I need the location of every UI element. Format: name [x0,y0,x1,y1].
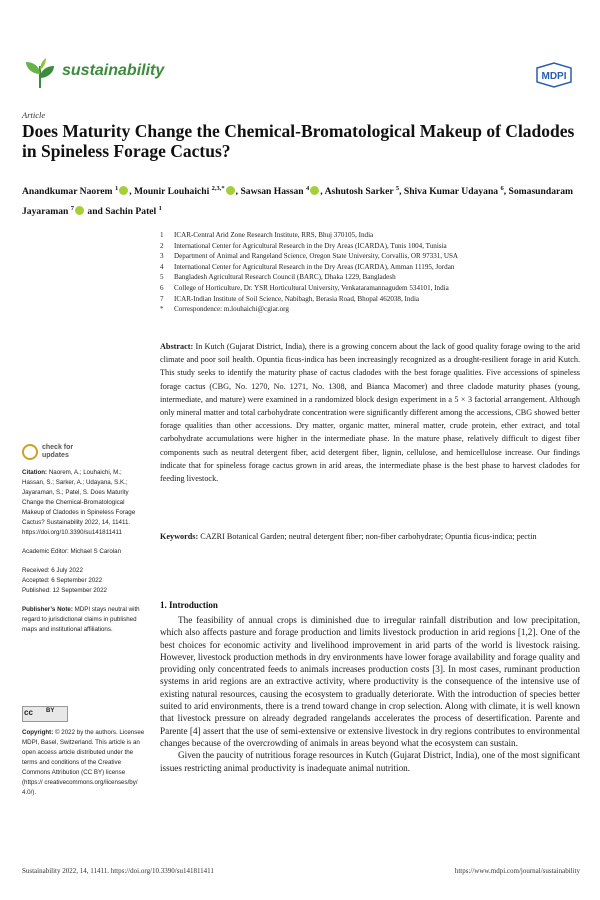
affiliation-text: Correspondence: m.louhaichi@cgiar.org [174,305,289,314]
article-metadata [22,468,146,644]
publisher-note [22,605,146,635]
author-affiliation-sup: 7 [70,205,75,213]
affiliation-number: 5 [160,273,164,282]
orcid-icon[interactable] [226,186,235,195]
author-affiliation-sup: 6 [500,185,504,192]
affiliation-text: International Center for Agricultural Research in the Dry Areas (ICARDA), Amman 11195, Jordan [174,262,455,271]
affiliation-item [160,294,580,305]
affiliation-item [160,251,580,262]
affiliation-number: * [160,305,164,314]
affiliation-number: 3 [160,252,164,261]
abstract-text: In Kutch (Gujarat District, India), there is a growing concern about the lack of good quality forage owing to the arid climate and poor soil health. Opuntia ficus-indica has been increasingly recognized as a drought-resilient forage in arid Kutch. This study seeks to identify the maturity phase of cactus cladodes with the best forage qualities. Five accessions of spineless forage cactus (CBG, No. 1270, No. 1271, No. 1308, and Bianca Macomer) and three cladode maturity phases (young, intermediate, and mature) were examined in a randomized block design experiment in a 5 × 3 factorial arrangement. Although only mineral matter and total carbohydrate concentration were significantly different among the accessions, CBG showed better forage qualities than other accessions. Dry matter, organic matter, mineral matter, crude protein, ether extract, and total carbohydrate accumulations were higher in the intermediate phase. In the mature phase, relatively difficult to digest fiber components such as neutral detergent fiber, acid detergent fiber, lignin, cellulose, and hemicellulose increase. Our findings indicate that for spineless forage cactus grown in arid areas, the intermediate phase is the best phase to harvest cladodes for feeding livestock. [160,342,580,484]
mdpi-logo-icon [535,62,573,88]
affiliation-item [160,241,580,252]
citation-text: Naorem, A.; Louhaichi, M.; Hassan, S.; Sarker, A.; Udayana, S.K.; Jayaraman, S.; Patel, S. Does Maturity Change the Chemical-Bromatological Makeup of Cladodes in Spineless Forage Cactus? Sustainability 2022, 14, 11411. https://doi.org/10.3390/su141811411 [22,469,136,536]
affiliation-text: ICAR-Indian Institute of Soil Science, Nabibagh, Berasia Road, Bhopal 462038, India [174,294,420,303]
cc-icon: cc [24,708,33,717]
affiliation-text: ICAR-Central Arid Zone Research Institute, RRS, Bhuj 370105, India [174,231,374,239]
intro-paragraph-1: The feasibility of annual crops is diminished due to irregular rainfall distribution and low precipitation, which also affects pasture and forage production and limits livestock production in arid regions [1,2]. One of the best choices for economic activity and livelihood improvement in arid parts of the world is livestock raising. However, livestock production methods in dry environments have lower forage availability and forage quality and providing only concentrated feeds to animals increases production costs [3]. In most cases, ruminant production systems in arid regions are an extractive activity, where productivity is the consequence of the intensive use of existing natural resources, causing the ecosystem to gradually deteriorate. With the introduction of species better suited to arid environments, there is a trend toward change in crop selection. Along with climate, it is well known that livestock pressure on already degraded rangelands accelerates the process of desertification. Parente and Parente [4] assert that the use of semi-extensive or extensive livestock in dry regions contributes to environmental changes because of the overcrowding of animals in areas beyond what the ecosystem can sustain. [160,615,580,748]
abstract [160,340,580,485]
affiliation-number: 1 [160,231,164,239]
author-affiliation-sup: 2,3,* [211,185,225,192]
footer-journal-url[interactable]: https://www.mdpi.com/journal/sustainability [454,867,580,875]
affiliation-text: College of Horticulture, Dr. YSR Horticultural University, Venkataramannagudem 534101, India [174,283,449,292]
orcid-icon[interactable] [75,206,84,215]
copyright-label: Copyright: [22,729,54,736]
check-for-updates-line1: check for [42,444,74,451]
author-name: Somasundaram Jayaraman $^7$ [22,186,574,218]
author-name: Ashutosh Sarker $^5$ [324,185,400,198]
author-list: Anandkumar Naorem $^1$ , Mounir Louhaichi $^{2,3,*}$ , Sawsan Hassan $^4$ , Ashutosh Sarker $^5$, Shiva Kumar Udayana $^6$, Somasundaram Jayaraman $^7$ and Sachin Patel $^1$ [22,185,574,218]
affiliation-text: International Center for Agricultural Research in the Dry Areas (ICARDA), Tunis 1004, Tunisia [174,241,447,250]
orcid-icon[interactable] [310,186,319,195]
check-for-updates-label[interactable] [42,444,73,459]
accepted-date: Accepted: 6 September 2022 [22,577,103,584]
keywords-text: CAZRI Botanical Garden; neutral detergent fiber; non-fiber carbohydrate; Opuntia ficus-indica; pectin [200,532,537,541]
affiliation-item [160,272,580,283]
keywords-label: Keywords: [160,532,199,541]
author-name: Sawsan Hassan $^4$ [240,186,320,197]
abstract-label: Abstract: [160,342,194,351]
author-name: Sachin Patel $^1$ [105,205,162,218]
affiliation-item [160,262,580,273]
mdpi-logo-text: MDPI [541,71,567,82]
footer-citation: Sustainability 2022, 14, 11411. https://doi.org/10.3390/su141811411 [22,867,214,875]
author-affiliation-sup: 1 [158,205,162,213]
intro-paragraph-2: Given the paucity of nutritious forage resources in Kutch (Gujarat District, India), one of the most significant issues restricting animal productivity is inadequate animal nutrition. [160,750,580,773]
affiliation-item [160,283,580,294]
article-type: Article [22,110,46,120]
affiliation-number: 6 [160,283,164,292]
affiliation-number: 7 [160,294,164,303]
affiliation-number: 2 [160,241,164,250]
affiliation-item [160,304,580,315]
section-heading-introduction: 1. Introduction [160,600,218,610]
citation [22,468,146,538]
citation-label: Citation: [22,469,48,476]
affiliation-text: Department of Animal and Rangeland Science, Oregon State University, Corvallis, OR 97331, USA [174,252,459,261]
author-name: Anandkumar Naorem $^1$ [22,186,129,197]
by-icon: BY [46,708,55,714]
published-date: Published: 12 September 2022 [22,587,107,594]
journal-name: sustainability [62,62,165,79]
academic-editor: Academic Editor: Michael S Carolan [22,548,122,555]
keywords [160,530,580,543]
copyright-text: © 2022 by the authors. Licensee MDPI, Basel, Switzerland. This article is an open access article distributed under the terms and conditions of the Creative Commons Attribution (CC BY) license (https:// creativecommons.org/licenses/by/ 4.0/). [22,729,145,796]
journal-leaf-logo-icon [22,58,58,90]
affiliation-text: Bangladesh Agricultural Research Council (BARC), Dhaka 1229, Bangladesh [174,273,396,282]
article-title: Does Maturity Change the Chemical-Bromatological Makeup of Cladodes in Spineless Forage Cactus? [22,121,575,161]
introduction-body [160,614,580,774]
affiliation-number: 4 [160,262,164,271]
received-date: Received: 6 July 2022 [22,567,83,574]
affiliations [160,230,580,315]
copyright-notice [22,728,146,798]
publisher-note-label: Publisher’s Note: [22,606,73,613]
mdpi-logo [535,62,573,88]
author-affiliation-sup: 5 [395,185,400,192]
publisher-note-text: MDPI stays neutral with regard to jurisdictional claims in published maps and institutional affiliations. [22,606,140,633]
author-affiliation-sup: 1 [114,185,119,192]
check-for-updates-line2: updates [42,451,69,459]
author-name: Shiva Kumar Udayana $^6$ [403,185,504,198]
author-name: Mounir Louhaichi $^{2,3,*}$ [134,186,236,197]
orcid-icon[interactable] [119,186,128,195]
affiliation-item [160,230,580,241]
author-affiliation-sup: 4 [306,185,310,192]
check-for-updates-icon[interactable] [22,444,38,460]
